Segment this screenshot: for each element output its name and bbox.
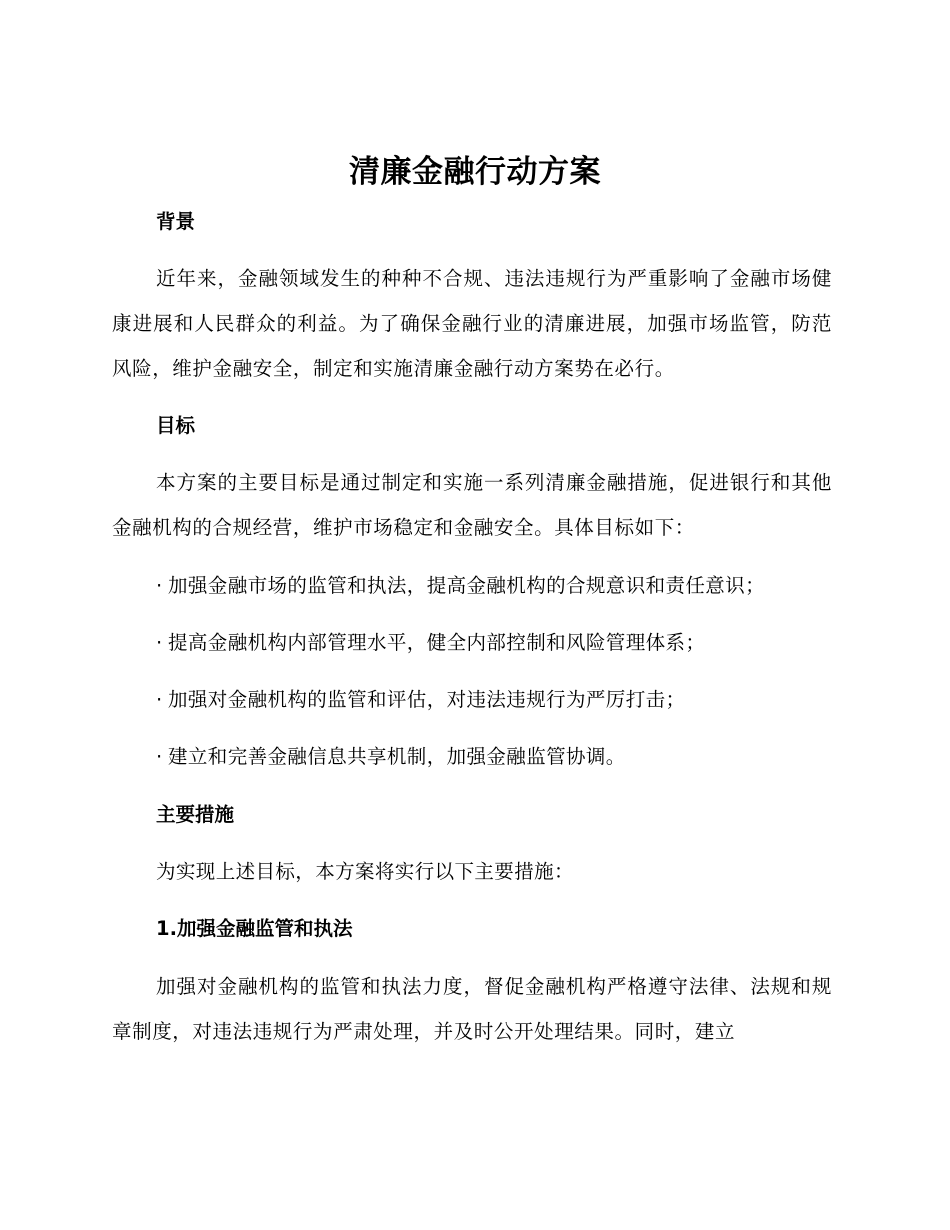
goal-bullet-item bbox=[156, 743, 626, 771]
document-title: 清廉金融行动方案 bbox=[349, 154, 601, 190]
measure-item-heading: 1.加强金融监管和执法 bbox=[156, 917, 353, 940]
section-heading-goals: 目标 bbox=[156, 414, 196, 437]
goals-paragraph: 本方案的主要目标是通过制定和实施一系列清廉金融措施，促进银行和其他金融机构的合规经营，维护市场稳定和金融安全。具体目标如下： bbox=[112, 471, 832, 539]
section-heading-measures: 主要措施 bbox=[156, 803, 235, 826]
bullet-dot: · bbox=[156, 574, 163, 597]
goal-bullet-item bbox=[156, 572, 765, 600]
bullet-dot: · bbox=[156, 631, 163, 654]
measures-intro: 为实现上述目标，本方案将实行以下主要措施： bbox=[156, 860, 574, 883]
goal-bullet-item bbox=[156, 629, 705, 657]
goal-bullet-item bbox=[156, 686, 685, 714]
goal-bullet-text: 提高金融机构内部管理水平，健全内部控制和风险管理体系； bbox=[168, 631, 706, 654]
goal-bullet-text: 建立和完善金融信息共享机制，加强金融监管协调。 bbox=[168, 745, 626, 768]
bullet-dot: · bbox=[156, 688, 163, 711]
section-heading-background: 背景 bbox=[156, 210, 196, 233]
bullet-dot: · bbox=[156, 745, 163, 768]
background-paragraph: 近年来，金融领域发生的种种不合规、违法违规行为严重影响了金融市场健康进展和人民群众的利益。为了确保金融行业的清廉进展，加强市场监管，防范风险，维护金融安全，制定和实施清廉金融行动方案势在必行。 bbox=[112, 267, 832, 380]
measure-item-paragraph: 加强对金融机构的监管和执法力度，督促金融机构严格遵守法律、法规和规章制度，对违法违规行为严肃处理，并及时公开处理结果。同时，建立 bbox=[112, 975, 832, 1043]
goal-bullet-text: 加强对金融机构的监管和评估，对违法违规行为严厉打击； bbox=[168, 688, 686, 711]
goal-bullet-text: 加强金融市场的监管和执法，提高金融机构的合规意识和责任意识； bbox=[168, 574, 766, 597]
